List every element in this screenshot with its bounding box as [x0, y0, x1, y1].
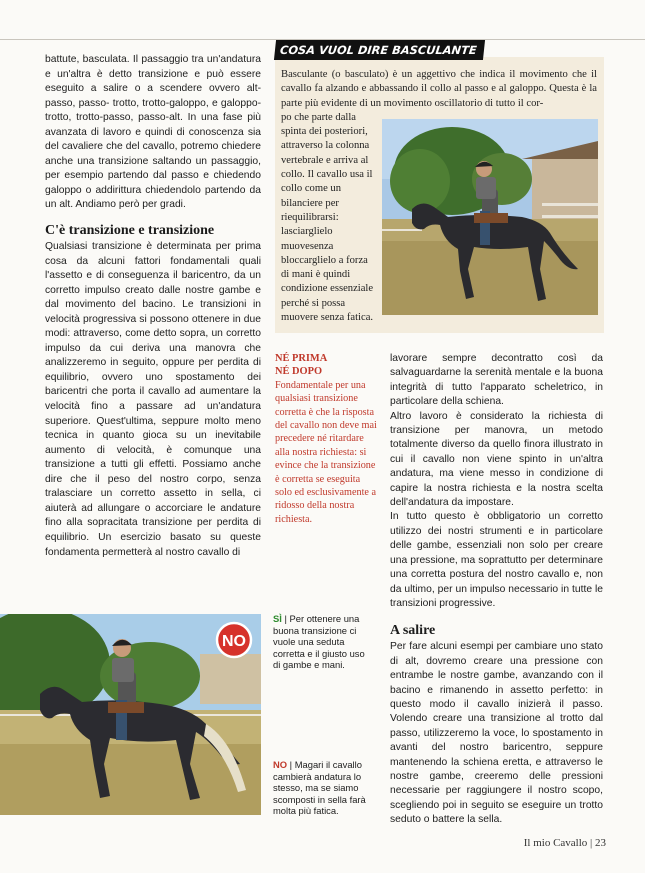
page-footer — [524, 837, 606, 849]
info-box-text-side: po che parte dalla spinta dei posteriori, attraverso la colonna vertebrale e arriva al collo. Il cavallo usa il collo come un bilanciere per riequilibrarsi: lasciarglielo muovesenza bloccarglielo a forza di mani è quindi condizione essenziale perché si possa muovere senza fatica. — [281, 111, 374, 324]
info-box-text-top: Basculante (o basculato) è un aggettivo che indica il movimento che il cavallo fa alzando e abbassando il collo al passo e al galoppo. Questa è la parte più evidente di un movimento oscillatorio di tutto il cor- — [281, 69, 597, 109]
footer-separator: | — [590, 837, 593, 849]
magazine-name: Il mio Cavallo — [523, 837, 588, 849]
caption-yes-text: Per ottenere una buona transizione ci vuole una seduta corretta e il giusto uso di gambe e mani. — [273, 613, 365, 671]
caption-no — [273, 759, 373, 817]
incorrect-seat-illustration — [0, 614, 261, 815]
main-column-left — [45, 53, 261, 560]
rider-illustration — [382, 119, 598, 315]
paragraph: Altro lavoro è considerato la richiesta di transizione per manovra, un metodo totalmente diverso da quello finora illustrato in cui il cavallo non viene spinto in un'altra andatura, ma viene messo in condizione di capire la nostra richiesta e la nostra scelta dell'andatura da impostare. — [390, 410, 603, 509]
paragraph: Per fare alcuni esempi per cambiare uno stato di alt, dovremo creare una pressione con entrambe le nostre gambe, avanzando con il bacino e rimanendo in assetto perfetto: in questo modo il cavallo inizierà il passo. Volendo creare una transizione al trotto dal passo, utilizzeremo la voce, lo spostamento in avanti del nostro baricentro, seppure mantenendo la schiena eretta, e attraverso le nostre gambe, creeremo delle pressioni necessarie per raggiungere il nostro scopo, scegliendo poi in seguito se eseguire un trotto seduto o battere la sella. — [390, 641, 603, 826]
caption-no-label: NO — [273, 759, 288, 770]
rider-photo — [382, 119, 598, 315]
paragraph: battute, basculata. Il passaggio tra un'andatura e un'altra è detto transizione e può essere eseguito a salire o a scendere ovvero alt-passo, passo- trotto, trotto-galoppo, e galoppo-trotto, trotto-passo, passo-alt. In una fase più avanzata di lavoro e quindi di conoscenza sia del cavaliere che del cavallo, potremo chiedere anche una transizione saltando un passaggio, per esempio partendo dal passo e chiedendo galoppo o addirittura chiedendolo partendo da un alt. Andiamo però per gradi. — [45, 54, 261, 211]
section-heading: A salire — [390, 623, 436, 639]
caption-yes-separator: | — [284, 613, 287, 624]
caption-no-separator: | — [289, 759, 293, 770]
caption-no-text: Magari il cavallo cambierà andatura lo stesso, ma se siamo scomposti in sella farà molta più fatica. — [273, 759, 366, 817]
caption-yes-label: SÌ — [273, 613, 282, 624]
section-heading: C'è transizione e transizione — [45, 223, 215, 239]
no-badge: NO — [222, 633, 246, 650]
incorrect-seat-photo — [0, 614, 261, 815]
caption-yes — [273, 613, 373, 671]
paragraph: In tutto questo è obbligatorio un corretto utilizzo dei nostri strumenti e in particolare delle gambe, essenziali non solo per creare una pressione, ma soprattutto per determinare una corretta postura del nostro cavallo e, non da ultimo, per un impulso necessario in tutte le transizioni progressive. — [390, 511, 603, 609]
paragraph: Qualsiasi transizione è determinata per prima cosa da alcuni fattori fondamentali quali l'assetto e di conseguenza il baricentro, da un corretto impulso creato dalle nostre gambe e dal movimento del bacino. Le transizioni in velocità progressiva si possono ottenere in due modi: attraverso, come detto sopra, un corretto impulso da cui deriva una manovra che analizzeremo in seguito, oppure per perdita di equilibrio, ovvero uno spostamento dei baricentri che porta il cavallo ad aumentare la velocità fino a passare ad un'andatura superiore. Quest'ultima, seppure molto meno tecnica in quanto gioca su un inevitabile aumento di velocità, è comunque una transizione a tutti gli effetti. Possiamo anche dire che il peso del nostro corpo, senza tralasciare un corretto assetto in sella, ci aiuterà ad allungare o accorciare le andature fino alla sopracitata transizione per perdita di equilibrio. Un esercizio basato su queste fondamenta permetterà al nostro cavallo di — [45, 241, 261, 558]
sidebar-note — [275, 352, 377, 526]
sidebar-title-line2: NÉ DOPO — [275, 366, 323, 378]
sidebar-text: Fondamentale per una qualsiasi transizione corretta è che la risposta del cavallo non deve mai precedere né ritardare alla nostra richiesta: si evince che la transizione è corretta se eseguita solo ed esclusivamente a ridosso della nostra richiesta. — [275, 379, 377, 525]
info-box-title: COSA VUOL DIRE BASCULANTE — [274, 40, 485, 60]
paragraph: lavorare sempre decontratto così da salvaguardarne la serenità mentale e la buona integrità di tutto l'apparato scheletrico, in particolare della schiena. — [390, 353, 603, 408]
main-column-right — [390, 352, 603, 828]
page-number: 23 — [595, 837, 606, 849]
sidebar-title-line1: NÉ PRIMA — [275, 353, 328, 364]
